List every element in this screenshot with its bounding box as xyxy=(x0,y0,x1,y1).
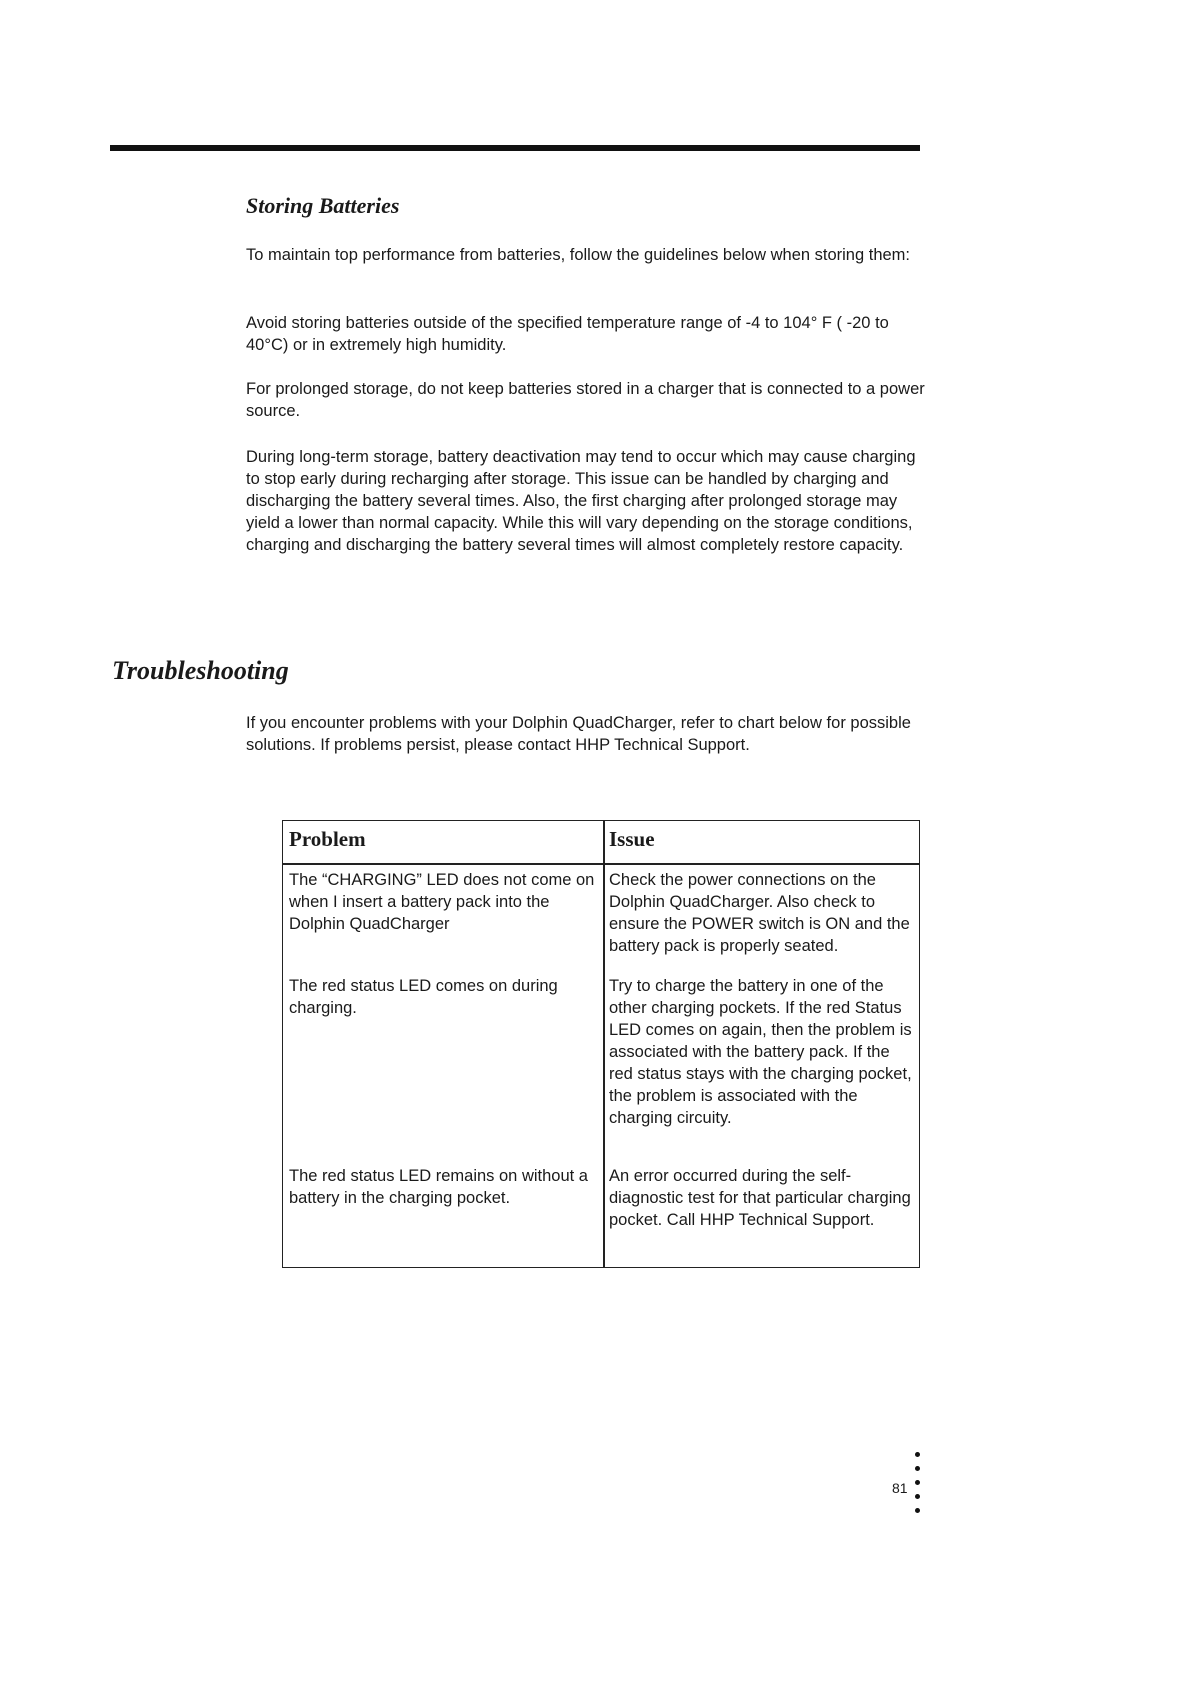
section-title-storing-batteries: Storing Batteries xyxy=(246,193,400,218)
heading-troubleshooting: Troubleshooting xyxy=(112,656,289,685)
table-cell-problem: The “CHARGING” LED does not come on when I insert a battery pack into the Dolphin QuadCharger xyxy=(289,871,595,933)
troubleshooting-intro: If you encounter problems with your Dolphin QuadCharger, refer to chart below for possible solutions. If problems persist, please contact HHP Technical Support. xyxy=(246,714,911,754)
storing-paragraph-4: During long-term storage, battery deactivation may tend to occur which may cause charging to stop early during recharging after storage. This issue can be handled by charging and discharging the battery several times. Also, the first charging after prolonged storage may yield a lower than normal capacity. While this will vary depending on the storage conditions, charging and discharging the battery several times will almost completely restore capacity. xyxy=(246,448,916,554)
storing-paragraph-2: Avoid storing batteries outside of the specified temperature range of -4 to 104° F ( -20 to 40°C) or in extremely high humidity. xyxy=(246,314,889,354)
top-rule xyxy=(110,145,920,151)
page-margin-dots xyxy=(915,1452,921,1522)
page-number: 81 xyxy=(892,1480,908,1496)
table-header-rule xyxy=(283,863,919,865)
troubleshooting-table xyxy=(282,820,920,1268)
table-column-divider xyxy=(603,821,605,1267)
table-cell-issue: An error occurred during the self-diagnostic test for that particular charging pocket. Call HHP Technical Support. xyxy=(609,1167,911,1229)
table-cell-problem: The red status LED comes on during charging. xyxy=(289,977,558,1017)
table-cell-issue: Check the power connections on the Dolphin QuadCharger. Also check to ensure the POWER switch is ON and the battery pack is properly seated. xyxy=(609,871,910,955)
table-cell-problem: The red status LED remains on without a battery in the charging pocket. xyxy=(289,1167,588,1207)
storing-paragraph-1: To maintain top performance from batteries, follow the guidelines below when storing them: xyxy=(246,246,911,264)
storing-paragraph-3: For prolonged storage, do not keep batteries stored in a charger that is connected to a power source. xyxy=(246,380,925,420)
table-header-issue: Issue xyxy=(609,827,655,851)
table-header-problem: Problem xyxy=(289,827,366,851)
table-cell-issue: Try to charge the battery in one of the other charging pockets. If the red Status LED comes on again, then the problem is associated with the battery pack. If the red status stays with the charging pocket, the problem is associated with the charging circuity. xyxy=(609,977,912,1127)
